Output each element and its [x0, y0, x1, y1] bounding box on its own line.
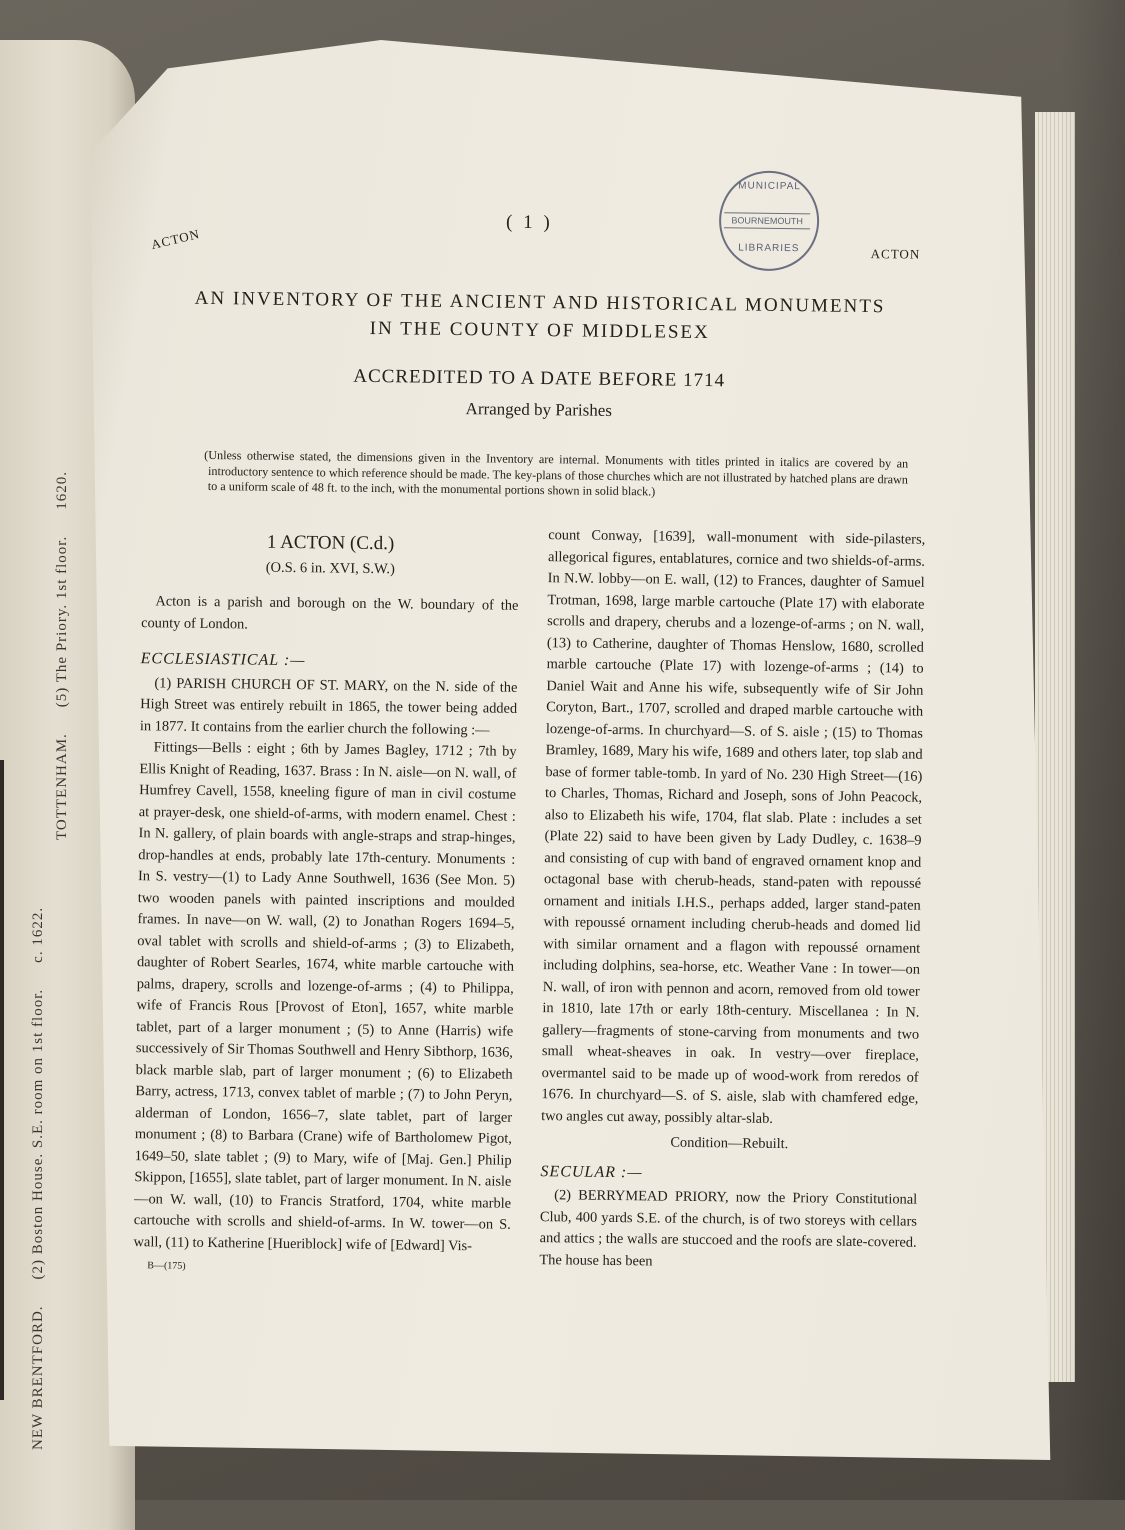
section-heading-ecclesiastical: ECCLESIASTICAL :— [140, 650, 306, 670]
introductory-note: (Unless otherwise stated, the dimensions given in the Inventory are internal. Monuments with titles printed in italics are covered by an introductory sentence to which reference should be made. The key-plans of those churches which are not illustrated by hatched plans are drawn to a uniform scale of 48 ft. to the inch, with the monumental portions shown in solid black.) [204, 447, 909, 499]
fittings-continued: count Conway, [1639], wall-monument with side-pilasters, allegorical figures, entablatures, cornice and two shields-of-arms. In N.W. lobby—on E. wall, (12) to Frances, daughter of Samuel Trotman, 1698, large marble cartouche (Plate 17) with elaborate scrolls and drapery, cherubs and a lozenge-of-arms ; on N. wall, (13) to Catherine, daughter of Thomas Henslow, 1680, scrolled marble cartouche (Plate 17) with lozenge-of-arms ; (14) to Daniel Wait and Anne his wife, subsequently wife of Sir John Coryton, Bart., 1707, scrolled and draped marble cartouche with lozenge-of-arms. In churchyard—S. of S. aisle ; (15) to Thomas Bramley, 1689, Mary his wife, 1689 and others later, top slab and base of former table-tomb. In yard of No. 230 High Street—(16) to Charles, Thomas, Richard and Joseph, sons of John Peacock, also to Elizabeth his wife, 1704, flat slab. Plate : includes a set (Plate 22) said to have been given by Lady Dudley, c. 1638–9 and consisting of cup with band of engraved ornament knop and octagonal base with cherub-heads, stand-paten with repoussé ornament and initials I.H.S., perhaps added, larger stand-paten with repoussé ornament including cherub-heads and domed lid with similar ornament and a flagon with repoussé ornament including dolphins, sea-horse, etc. Weather Vane : In tower—on N. wall, of iron with pennon and acorn, removed from old tower in 1810, late 17th or early 18th-century. Miscellanea : In N. gallery—fragments of stone-carving from monuments and two small wheat-sheaves in oak. In vestry—over fireplace, overmantel said to be made up of wood-work from reredos of 1676. In churchyard—S. of S. aisle, slab with chamfered edge, two angles cut away, possibly altar-slab. [541, 527, 926, 1127]
page-number: ( 1 ) [505, 211, 553, 234]
left-column [133, 520, 519, 1281]
right-column [539, 525, 925, 1276]
church-paragraph: (1) PARISH CHURCH OF ST. MARY, on the N. side of the High Street was entirely rebuilt in 1865, the tower being added in 1877. It contains from the earlier church the following :— [139, 674, 518, 738]
fittings-paragraph: Fittings—Bells : eight ; 6th by James Bagley, 1712 ; 7th by Ellis Knight of Reading, 1637. Brass : In N. aisle—on N. wall, of Humfrey Cavell, 1558, kneeling figure of man in civil costume at prayer-desk, one shield-of-arms, with modern enamel. Chest : In N. gallery, of plain boards with angle-straps and strap-hinges, drop-handles at ends, probably late 17th-century. Monuments : In S. vestry—(1) to Lady Anne Southwell, 1636 (See Mon. 5) two wooden panels with painted inscriptions and moulded frames. In nave—on W. wall, (2) to Jonathan Rogers 1694–5, oval tablet with scrolls and shield-of-arms ; (3) to Elizabeth, daughter of Robert Searles, 1674, white marble cartouche with palms, drapery, scrolls and lozenge-of-arms ; (4) to Philippa, wife of Francis Rous [Provost of Eton], 1657, white marble tablet, part of a larger monument ; (5) to Anne (Harris) wife successively of Sir Thomas Southwell and Henry Sibthorp, 1636, black marble slab, part of larger monument ; (6) to Elizabeth Barry, actress, 1713, convex tablet of marble ; (7) to John Peryn, alderman of London, 1656–7, slate tablet, part of larger monument ; (8) to Barbara (Crane) wife of Bartholomew Pigot, 1649–50, slate tablet ; (9) to Mary, wife of [Maj. Gen.] Philip Skippon, [1655], slate tablet, part of larger monument. In N. aisle—on W. wall, (10) to Francis Stratford, 1704, white marble cartouche with scrolls and shield-of-arms. In W. tower—on S. wall, (11) to Katherine [Hueriblock] wife of [Edward] Vis- [133, 739, 517, 1254]
parish-intro: Acton is a parish and borough on the W. boundary of the county of London. [141, 593, 519, 632]
priory-paragraph: (2) BERRYMEAD PRIORY, now the Priory Constitutional Club, 400 yards S.E. of the church, is of two storeys with cellars and attics ; the walls are stuccoed and the roofs are slate-covered. The house has been [539, 1187, 918, 1269]
running-head-left: ACTON [149, 226, 202, 253]
running-head-right: ACTON [870, 246, 921, 262]
left-plate-image [0, 760, 4, 1400]
left-caption-line2: TOTTENHAM.(5) The Priory. 1st floor.1620. [54, 471, 70, 840]
left-caption-line1: NEW BRENTFORD.(2) Boston House. S.E. room on 1st floor.c. 1622. [30, 906, 46, 1450]
condition-line: Condition—Rebuilt. [670, 1134, 789, 1153]
subtitle-arrangement: Arranged by Parishes [465, 399, 613, 420]
os-reference: (O.S. 6 in. XVI, S.W.) [265, 559, 396, 577]
entry-heading: 1 ACTON (C.d.) [266, 531, 395, 555]
title-line-1: AN INVENTORY OF THE ANCIENT AND HISTORICAL MONUMENTS [194, 287, 886, 318]
right-shadow [1060, 0, 1125, 1500]
subtitle-date: ACCREDITED TO A DATE BEFORE 1714 [353, 365, 726, 392]
signature-mark: B—(175) [147, 1260, 186, 1272]
page-content [133, 145, 937, 1295]
title-line-2: IN THE COUNTY OF MIDDLESEX [369, 317, 710, 344]
section-heading-secular: SECULAR :— [540, 1162, 643, 1181]
library-stamp: MUNICIPAL BOURNEMOUTH LIBRARIES [719, 170, 820, 271]
